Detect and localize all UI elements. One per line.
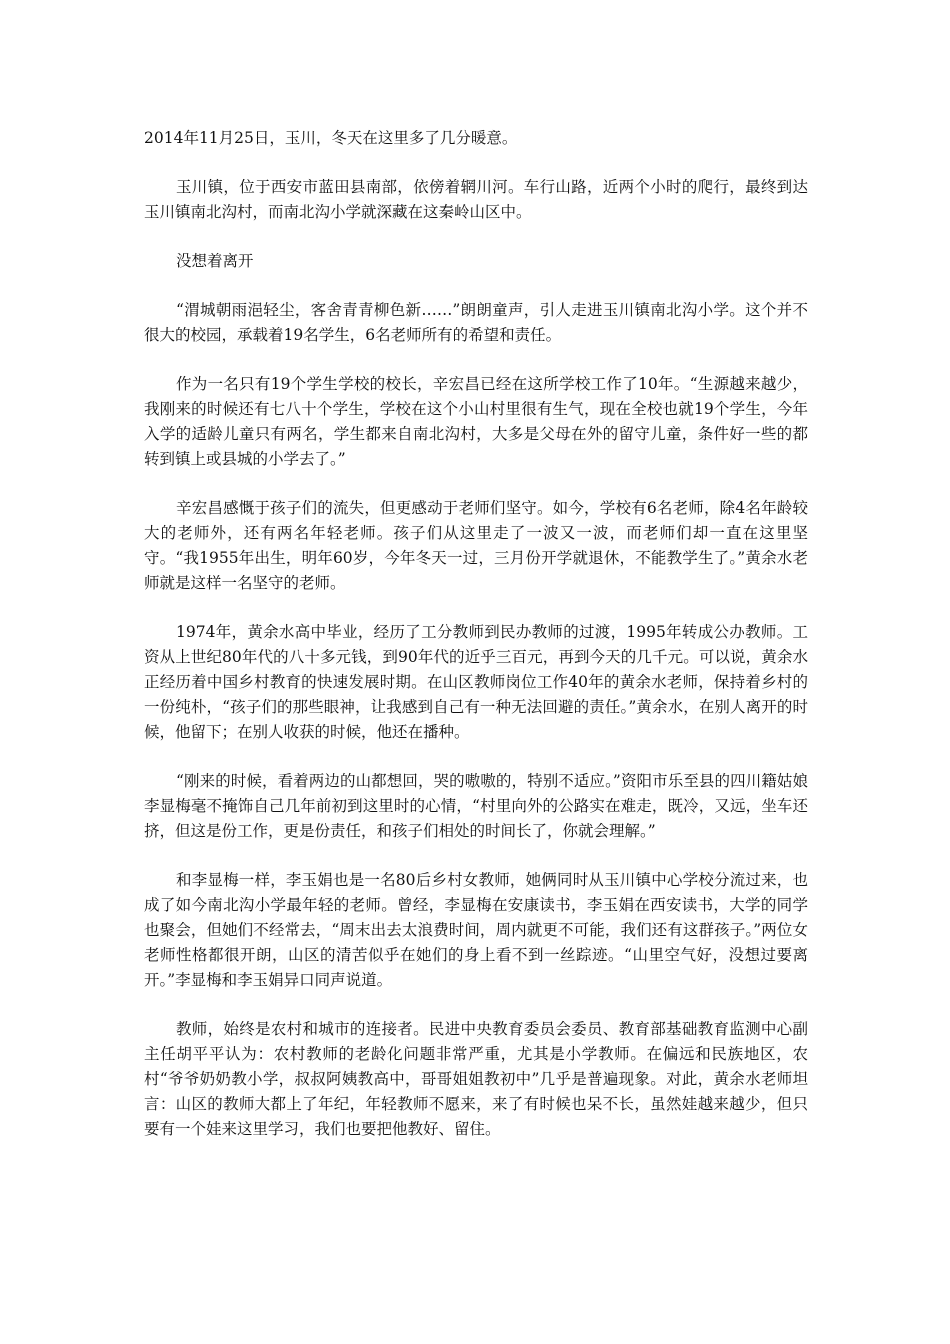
huang-yushui-paragraph: 1974年，黄余水高中毕业，经历了工分教师到民办教师的过渡，1995年转成公办教师。工资从上世纪80年代的八十多元钱，到90年代的近乎三百元，再到今天的几千元。可以说，黄余水正经历着中国乡村教育的快速发展时期。在山区教师岗位工作40年的黄余水老师，保持着乡村的一份纯朴，“孩子们的那些眼神，让我感到自己有一种无法回避的责任。”黄余水，在别人离开的时候，他留下；在别人收获的时候，他还在播种。	[144, 623, 808, 741]
school-intro-paragraph: “渭城朝雨浥轻尘，客舍青青柳色新……”朗朗童声，引人走进玉川镇南北沟小学。这个并不很大的校园，承载着19名学生，6名老师所有的希望和责任。	[144, 301, 808, 344]
document-body	[144, 126, 808, 1166]
section-heading: 没想着离开	[176, 252, 254, 270]
li-xianmei-paragraph: “刚来的时候，看着两边的山都想回，哭的嗷嗷的，特别不适应。”资阳市乐至县的四川籍姑娘李显梅毫不掩饰自己几年前初到这里时的心情，“村里向外的公路实在难走，既冷，又远，坐车还挤，但这是份工作，更是份责任，和孩子们相处的时间长了，你就会理解。”	[144, 772, 808, 840]
closing-paragraph: 教师，始终是农村和城市的连接者。民进中央教育委员会委员、教育部基础教育监测中心副主任胡平平认为：农村教师的老龄化问题非常严重，尤其是小学教师。在偏远和民族地区，农村“爷爷奶奶教小学，叔叔阿姨教高中，哥哥姐姐教初中”几乎是普遍现象。对此，黄余水老师坦言：山区的教师大都上了年纪，年轻教师不愿来，来了有时候也呆不长，虽然娃越来越少，但只要有一个娃来这里学习，我们也要把他教好、留住。	[144, 1020, 808, 1138]
principal-paragraph: 作为一名只有19个学生学校的校长，辛宏昌已经在这所学校工作了10年。“生源越来越少，我刚来的时候还有七八十个学生，学校在这个小山村里很有生气，现在全校也就19个学生，今年入学的适龄儿童只有两名，学生都来自南北沟村，大多是父母在外的留守儿童，条件好一些的都转到镇上或县城的小学去了。”	[144, 375, 808, 468]
li-yujuan-paragraph: 和李显梅一样，李玉娟也是一名80后乡村女教师，她俩同时从玉川镇中心学校分流过来，也成了如今南北沟小学最年轻的老师。曾经，李显梅在安康读书，李玉娟在西安读书，大学的同学也聚会，但她们不经常去，“周末出去太浪费时间，周内就更不可能，我们还有这群孩子。”两位女老师性格都很开朗，山区的清苦似乎在她们的身上看不到一丝踪迹。“山里空气好，没想过要离开。”李显梅和李玉娟异口同声说道。	[144, 871, 808, 989]
location-paragraph: 玉川镇，位于西安市蓝田县南部，依傍着辋川河。车行山路，近两个小时的爬行，最终到达玉川镇南北沟村，而南北沟小学就深藏在这秦岭山区中。	[144, 178, 808, 221]
dateline-paragraph: 2014年11月25日，玉川，冬天在这里多了几分暖意。	[144, 129, 518, 147]
teachers-paragraph: 辛宏昌感慨于孩子们的流失，但更感动于老师们坚守。如今，学校有6名老师，除4名年龄较大的老师外，还有两名年轻老师。孩子们从这里走了一波又一波，而老师们却一直在这里坚守。“我1955年出生，明年60岁，今年冬天一过，三月份开学就退休，不能教学生了。”黄余水老师就是这样一名坚守的老师。	[144, 499, 808, 592]
